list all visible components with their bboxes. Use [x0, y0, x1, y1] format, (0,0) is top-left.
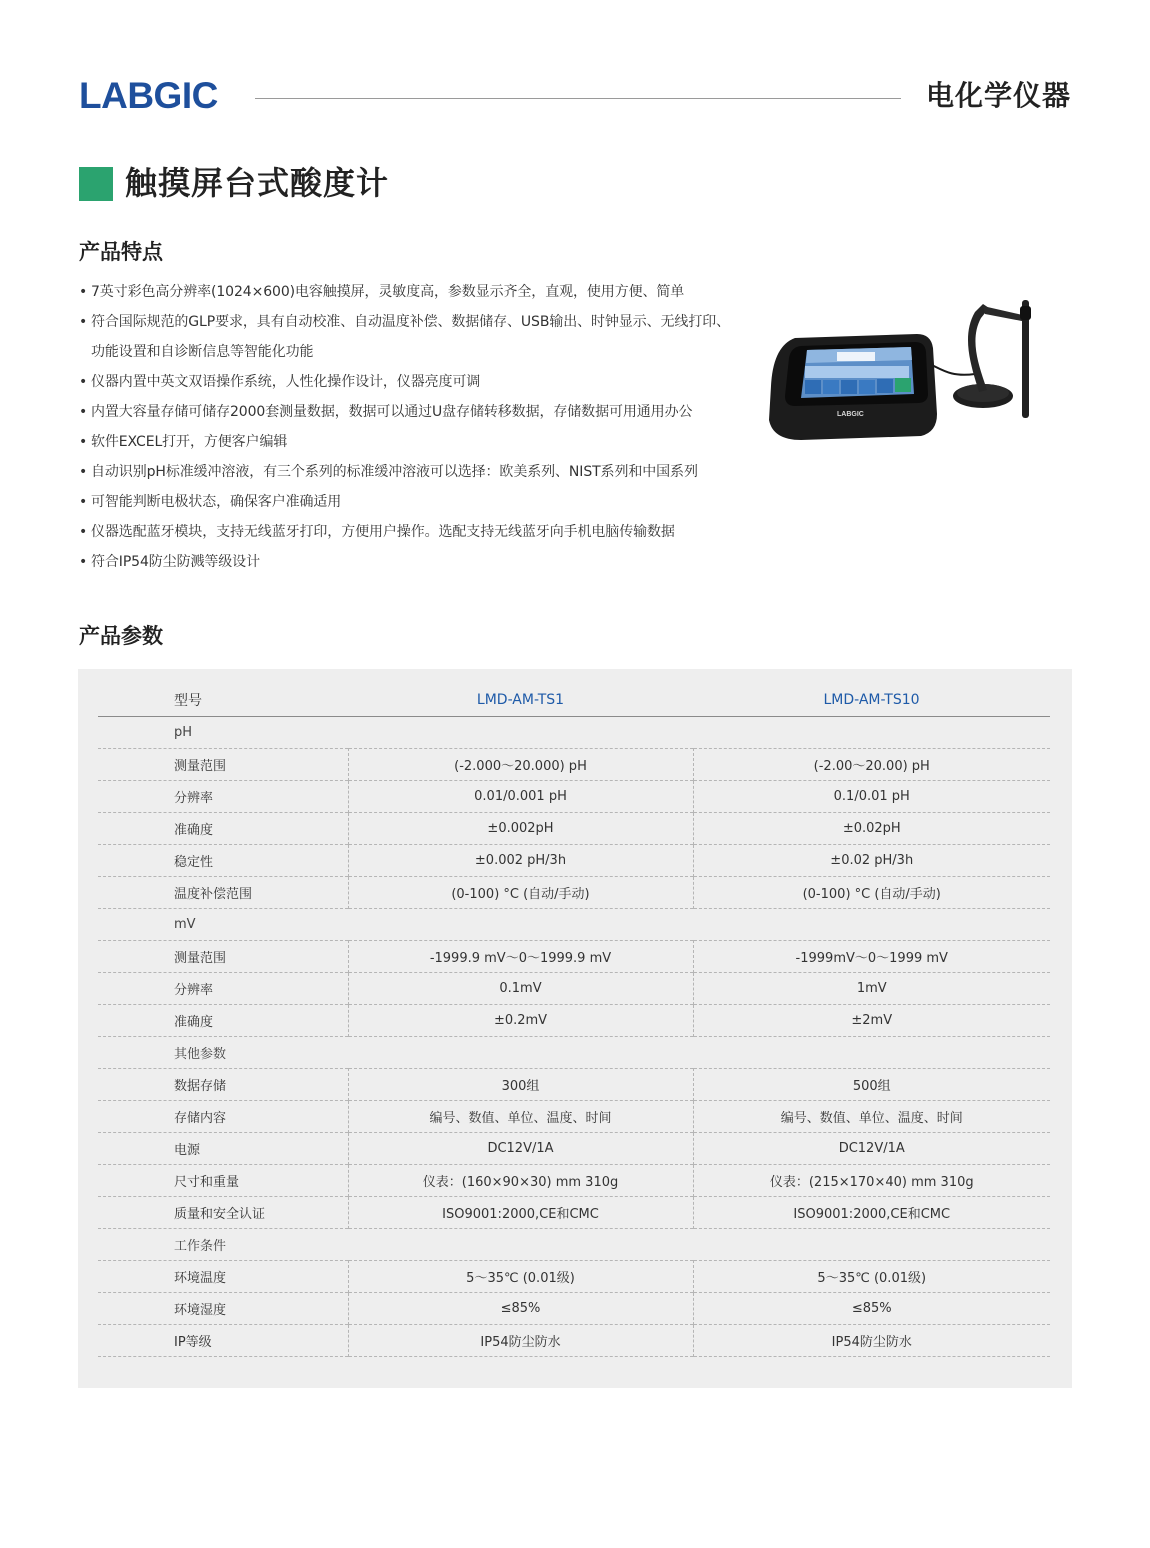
title-accent-square [79, 167, 113, 201]
feature-item: • 可智能判断电极状态，确保客户准确适用 [79, 487, 739, 517]
table-row [98, 780, 1050, 812]
param-label: 数据存储 [174, 1078, 227, 1094]
value-ts10: -1999mV～0～1999 mV [693, 940, 1050, 972]
value-ts10: (0-100) °C (自动/手动) [693, 876, 1050, 908]
value-ts1: -1999.9 mV～0～1999.9 mV [348, 940, 693, 972]
features-heading: 产品特点 [79, 240, 163, 264]
param-label: 存储内容 [174, 1110, 227, 1126]
value-ts1: (0-100) °C (自动/手动) [348, 876, 693, 908]
table-row [98, 1100, 1050, 1132]
feature-item: • 软件EXCEL打开，方便客户编辑 [79, 427, 739, 457]
value-ts1: 5～35℃ (0.01级) [348, 1260, 693, 1292]
value-ts10: 0.1/0.01 pH [693, 780, 1050, 812]
category-label: pH [174, 724, 193, 740]
value-ts10: ±2mV [693, 1004, 1050, 1036]
params-table [98, 684, 1050, 1357]
col-header-ts1: LMD-AM-TS1 [476, 691, 565, 708]
param-label: 测量范围 [174, 758, 227, 774]
value-ts1: 0.1mV [348, 972, 693, 1004]
param-label: 测量范围 [174, 950, 227, 966]
table-row [98, 1068, 1050, 1100]
param-label: 温度补偿范围 [174, 886, 253, 902]
category-label: 工作条件 [174, 1238, 227, 1254]
value-ts10: DC12V/1A [693, 1132, 1050, 1164]
value-ts1: ±0.002pH [348, 812, 693, 844]
value-ts10: (-2.00～20.00) pH [693, 748, 1050, 780]
product-title: 触摸屏台式酸度计 [125, 164, 390, 202]
table-row [98, 1164, 1050, 1196]
value-ts1: ≤85% [348, 1292, 693, 1324]
table-row [98, 1324, 1050, 1356]
param-label: 准确度 [174, 822, 214, 838]
table-category-row [98, 716, 1050, 748]
value-ts10: 5～35℃ (0.01级) [693, 1260, 1050, 1292]
param-label: 尺寸和重量 [174, 1174, 240, 1190]
table-row [98, 972, 1050, 1004]
value-ts1: 编号、数值、单位、温度、时间 [348, 1100, 693, 1132]
table-row [98, 876, 1050, 908]
param-label: 质量和安全认证 [174, 1206, 266, 1222]
value-ts10: 1mV [693, 972, 1050, 1004]
value-ts1: ±0.002 pH/3h [348, 844, 693, 876]
table-header-row [98, 684, 1050, 716]
value-ts1: 仪表：(160×90×30) mm 310g [348, 1164, 693, 1196]
params-heading: 产品参数 [79, 624, 163, 648]
value-ts10: ≤85% [693, 1292, 1050, 1324]
value-ts10: 仪表：(215×170×40) mm 310g [693, 1164, 1050, 1196]
param-label: 准确度 [174, 1014, 214, 1030]
table-category-row [98, 908, 1050, 940]
value-ts10: 500组 [693, 1068, 1050, 1100]
col-header-ts10: LMD-AM-TS10 [823, 691, 920, 708]
page-header [79, 75, 1071, 118]
feature-item-continuation: 功能设置和自诊断信息等智能化功能 [91, 344, 314, 360]
param-label: 环境湿度 [174, 1302, 227, 1318]
value-ts1: 0.01/0.001 pH [348, 780, 693, 812]
feature-item: • 仪器内置中英文双语操作系统，人性化操作设计，仪器亮度可调 [79, 367, 739, 397]
param-label: 电源 [174, 1142, 201, 1158]
value-ts10: IP54防尘防水 [693, 1324, 1050, 1356]
table-row [98, 1196, 1050, 1228]
value-ts1: DC12V/1A [348, 1132, 693, 1164]
table-row [98, 812, 1050, 844]
feature-item: • 内置大容量存储可储存2000套测量数据，数据可以通过U盘存储转移数据，存储数据可用通用办公 [79, 397, 739, 427]
feature-item: • 符合国际规范的GLP要求，具有自动校准、自动温度补偿、数据储存、USB输出、时钟显示、无线打印、 [79, 307, 739, 337]
table-row [98, 940, 1050, 972]
value-ts10: ±0.02pH [693, 812, 1050, 844]
param-label: IP等级 [174, 1334, 212, 1350]
table-row [98, 1132, 1050, 1164]
value-ts1: IP54防尘防水 [348, 1324, 693, 1356]
value-ts10: 编号、数值、单位、温度、时间 [693, 1100, 1050, 1132]
feature-item: • 自动识别pH标准缓冲溶液，有三个系列的标准缓冲溶液可以选择：欧美系列、NIST系列和中国系列 [79, 457, 739, 487]
table-row [98, 748, 1050, 780]
table-row [98, 1260, 1050, 1292]
feature-item: • 7英寸彩色高分辨率(1024×600)电容触摸屏，灵敏度高，参数显示齐全，直观，使用方便、简单 [79, 277, 739, 307]
params-table-body [98, 716, 1050, 1356]
param-label: 环境温度 [174, 1270, 227, 1286]
value-ts10: ±0.02 pH/3h [693, 844, 1050, 876]
params-panel [78, 669, 1072, 1388]
param-label: 分辨率 [174, 790, 214, 806]
brand-logo: LABGIC [79, 75, 218, 116]
header-divider [255, 98, 901, 99]
col-header-model: 型号 [174, 692, 202, 709]
value-ts1: 300组 [348, 1068, 693, 1100]
value-ts1: (-2.000～20.000) pH [348, 748, 693, 780]
table-row [98, 844, 1050, 876]
table-category-row [98, 1036, 1050, 1068]
param-label: 分辨率 [174, 982, 214, 998]
table-category-row [98, 1228, 1050, 1260]
feature-item: • 符合IP54防尘防溅等级设计 [79, 547, 739, 577]
table-row [98, 1292, 1050, 1324]
value-ts1: ISO9001:2000,CE和CMC [348, 1196, 693, 1228]
feature-item: • 仪器选配蓝牙模块，支持无线蓝牙打印，方便用户操作。选配支持无线蓝牙向手机电脑传输数据 [79, 517, 739, 547]
features-list [79, 277, 739, 577]
value-ts10: ISO9001:2000,CE和CMC [693, 1196, 1050, 1228]
category-title: 电化学仪器 [925, 79, 1071, 112]
category-label: mV [174, 916, 196, 932]
table-row [98, 1004, 1050, 1036]
value-ts1: ±0.2mV [348, 1004, 693, 1036]
param-label: 稳定性 [174, 854, 214, 870]
category-label: 其他参数 [174, 1046, 227, 1062]
device-logo: LABGIC [837, 411, 864, 418]
ph-meter-device-image [765, 296, 1045, 446]
